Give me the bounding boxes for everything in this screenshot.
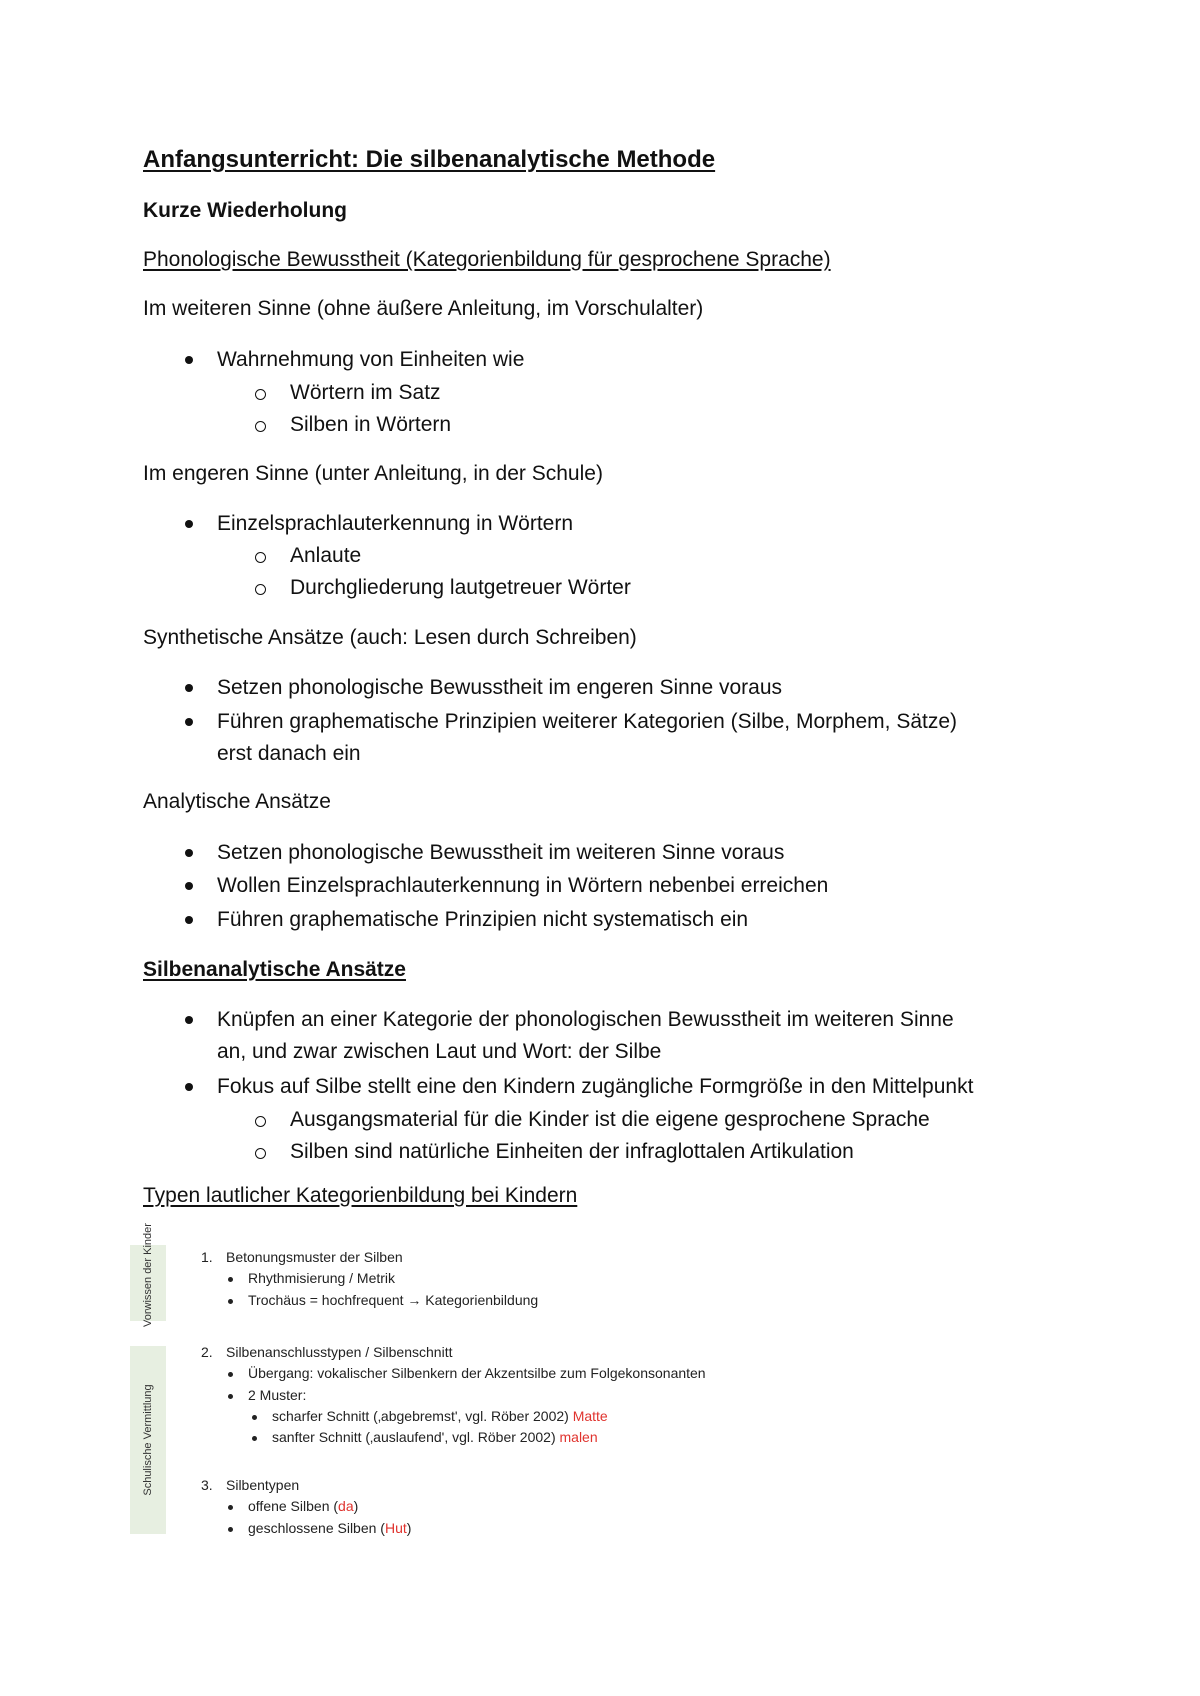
- circle-bullet-icon: [255, 1148, 266, 1159]
- list-item: Setzen phonologische Bewusstheit im weiteren Sinne voraus: [217, 841, 785, 864]
- circle-bullet-icon: [255, 421, 266, 432]
- list-item: Fokus auf Silbe stellt eine den Kindern zugängliche Formgröße in den Mittelpunkt: [217, 1075, 974, 1098]
- list-subitem: Ausgangsmaterial für die Kinder ist die eigene gesprochene Sprache: [290, 1108, 930, 1131]
- figure-bullet: geschlossene Silben (Hut): [248, 1520, 412, 1536]
- figure-subbullet: sanfter Schnitt (‚auslaufend', vgl. Röber 2002) malen: [272, 1429, 598, 1445]
- bullet-icon: [185, 849, 193, 857]
- example-word: da: [338, 1498, 354, 1514]
- syllable-types-heading: Typen lautlicher Kategorienbildung bei Kindern: [143, 1184, 578, 1207]
- figure-bullet: Übergang: vokalischer Silbenkern der Akzentsilbe zum Folgekonsonanten: [248, 1365, 706, 1381]
- example-word: Hut: [384, 1520, 407, 1536]
- subtitle: Kurze Wiederholung: [143, 199, 347, 222]
- synthetic-approaches-heading: Synthetische Ansätze (auch: Lesen durch Schreiben): [143, 626, 637, 649]
- phonological-awareness-heading: Phonologische Bewusstheit (Kategorienbildung für gesprochene Sprache): [143, 248, 831, 271]
- figure-subbullet: scharfer Schnitt (‚abgebremst', vgl. Röber 2002) Matte: [272, 1408, 608, 1424]
- figure-item-title: Silbenanschlusstypen / Silbenschnitt: [226, 1344, 453, 1360]
- bullet-icon: [228, 1505, 233, 1510]
- page-title: Anfangsunterricht: Die silbenanalytische Methode: [143, 146, 716, 173]
- bullet-icon: [185, 718, 193, 726]
- circle-bullet-icon: [255, 552, 266, 563]
- bullet-icon: [185, 684, 193, 692]
- band-prior-knowledge-label: Vorwissen der Kinder: [142, 1223, 154, 1327]
- bullet-icon: [252, 1436, 257, 1441]
- narrow-sense-heading: Im engeren Sinne (unter Anleitung, in der Schule): [143, 462, 603, 485]
- bullet-icon: [228, 1299, 233, 1304]
- example-word: malen: [559, 1429, 598, 1445]
- figure-item-title: Betonungsmuster der Silben: [226, 1249, 403, 1265]
- bullet-icon: [185, 1083, 193, 1091]
- circle-bullet-icon: [255, 1116, 266, 1127]
- bullet-icon: [185, 520, 193, 528]
- bullet-icon: [185, 1016, 193, 1024]
- figure-bullet: Rhythmisierung / Metrik: [248, 1270, 396, 1286]
- list-item-continuation: an, und zwar zwischen Laut und Wort: der Silbe: [217, 1040, 662, 1063]
- bullet-icon: [228, 1527, 233, 1532]
- syllable-analytic-heading: Silbenanalytische Ansätze: [143, 958, 406, 981]
- list-subitem: Silben in Wörtern: [290, 413, 452, 436]
- figure-bullet: offene Silben (da): [248, 1498, 359, 1514]
- bullet-icon: [185, 916, 193, 924]
- analytic-approaches-heading: Analytische Ansätze: [143, 790, 331, 813]
- list-item: Einzelsprachlauterkennung in Wörtern: [217, 512, 574, 535]
- list-subitem: Durchgliederung lautgetreuer Wörter: [290, 576, 631, 599]
- figure-item-number: 2.: [201, 1344, 213, 1360]
- list-item: Wahrnehmung von Einheiten wie: [217, 348, 525, 371]
- circle-bullet-icon: [255, 584, 266, 595]
- bullet-icon: [228, 1372, 233, 1377]
- figure-item-number: 3.: [201, 1477, 213, 1493]
- list-subitem: Wörtern im Satz: [290, 381, 441, 404]
- list-subitem: Anlaute: [290, 544, 362, 567]
- broad-sense-heading: Im weiteren Sinne (ohne äußere Anleitung, im Vorschulalter): [143, 297, 704, 320]
- bullet-icon: [228, 1394, 233, 1399]
- example-word: Matte: [572, 1408, 608, 1424]
- list-item: Führen graphematische Prinzipien weiterer Kategorien (Silbe, Morphem, Sätze): [217, 710, 958, 733]
- list-item: Knüpfen an einer Kategorie der phonologischen Bewusstheit im weiteren Sinne: [217, 1008, 954, 1031]
- list-item: Setzen phonologische Bewusstheit im engeren Sinne voraus: [217, 676, 783, 699]
- figure-bullet: 2 Muster:: [248, 1387, 307, 1403]
- bullet-icon: [252, 1415, 257, 1420]
- list-item: Wollen Einzelsprachlauterkennung in Wörtern nebenbei erreichen: [217, 874, 829, 897]
- list-item-continuation: erst danach ein: [217, 742, 361, 765]
- figure-bullet: Trochäus = hochfrequent → Kategorienbildung: [248, 1292, 539, 1308]
- bullet-icon: [185, 356, 193, 364]
- bullet-icon: [185, 882, 193, 890]
- list-subitem: Silben sind natürliche Einheiten der infraglottalen Artikulation: [290, 1140, 854, 1163]
- circle-bullet-icon: [255, 389, 266, 400]
- bullet-icon: [228, 1277, 233, 1282]
- figure-item-title: Silbentypen: [226, 1477, 300, 1493]
- list-item: Führen graphematische Prinzipien nicht systematisch ein: [217, 908, 749, 931]
- figure-item-number: 1.: [201, 1249, 213, 1265]
- band-school-instruction-label: Schulische Vermittlung: [142, 1384, 154, 1496]
